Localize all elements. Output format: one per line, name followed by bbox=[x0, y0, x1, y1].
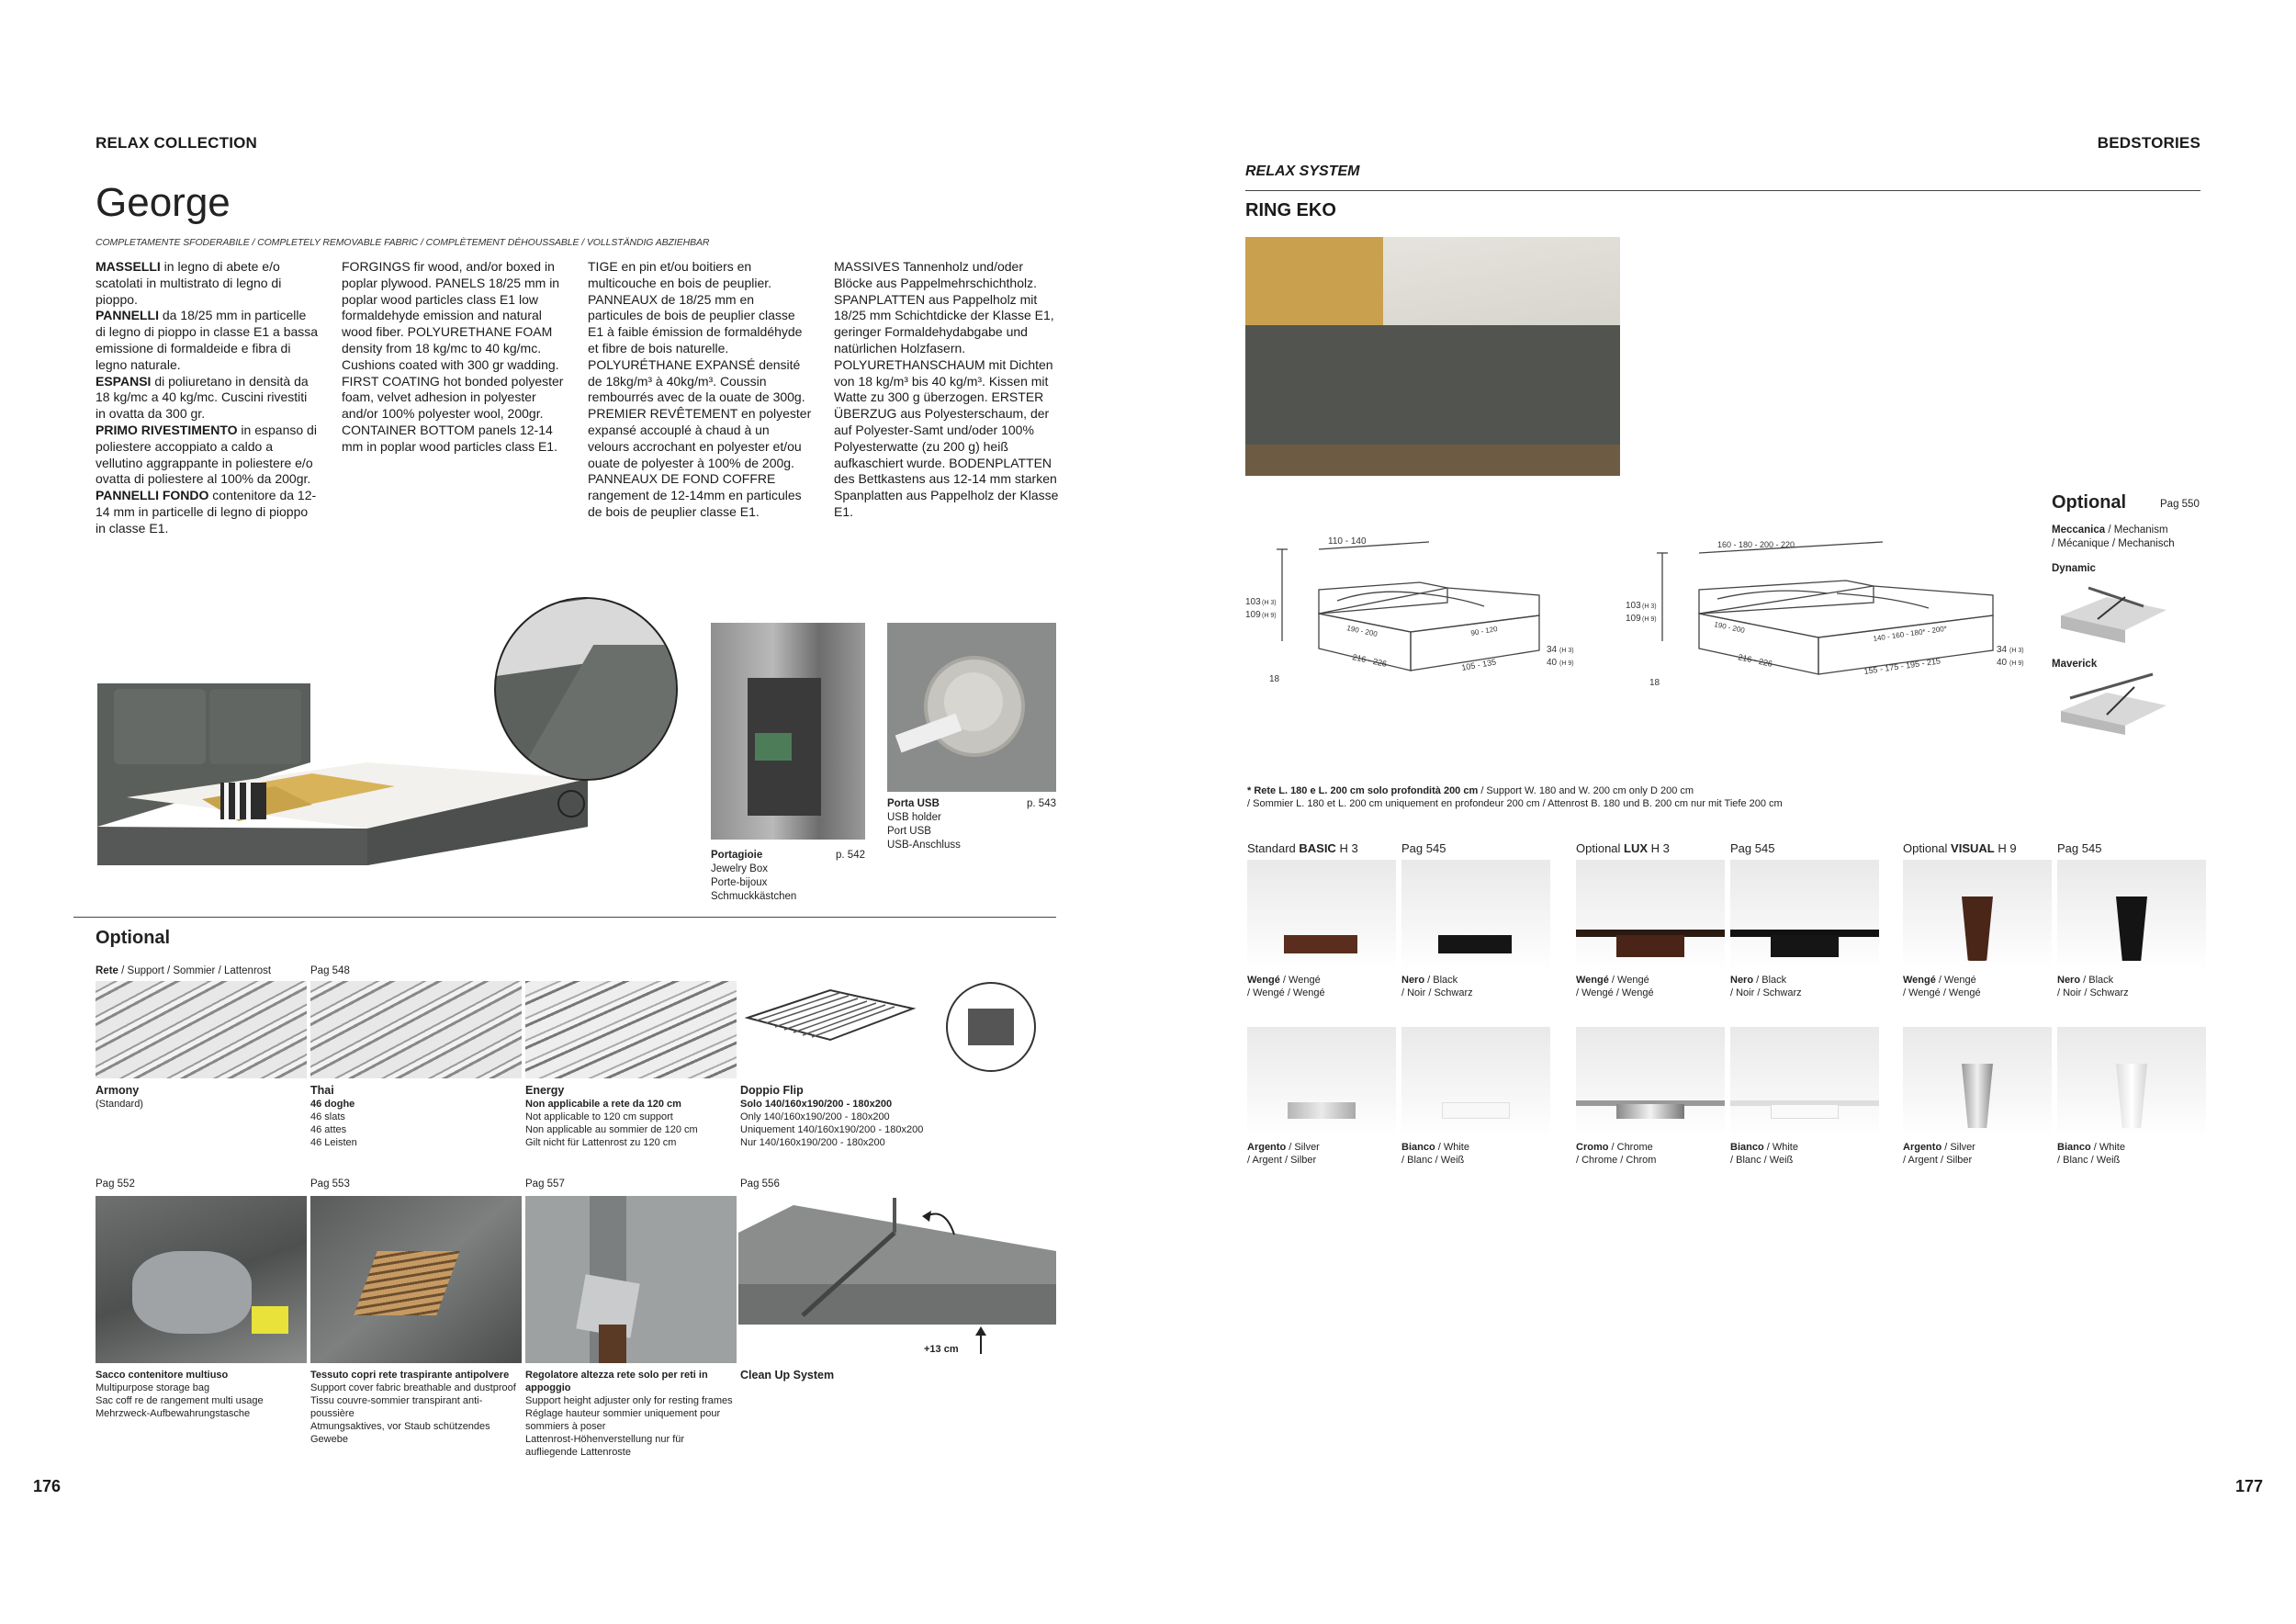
left-header: RELAX COLLECTION bbox=[96, 134, 258, 152]
extra-caption-1: Sacco contenitore multiuso Multipurpose storage bag Sac coff re de rangement multi usage Mehrzweck-Aufbewahrungstasche bbox=[96, 1370, 264, 1419]
it-text-3: in espanso di poliestere accoppiato a caldo a vellutino aggrappante in poliestere e/o ovatta di poliestere al 100% da 200gr. bbox=[96, 422, 317, 487]
height-adjuster-image bbox=[525, 1196, 737, 1363]
extra-caption-2: Tessuto copri rete traspirante antipolvere Support cover fabric breathable and dustproof Tissu couvre-sommier transpirant anti-poussière Atmungsaktives, vor Staub schützendes Gewebe bbox=[310, 1370, 516, 1445]
optional-heading-right: Optional bbox=[2052, 492, 2127, 513]
detail-marker-circle bbox=[557, 790, 585, 818]
it-lead-2: ESPANSI bbox=[96, 373, 152, 389]
foot-caption-11: Argento / Silver / Argent / Silber bbox=[1903, 1142, 1975, 1166]
rete-energy-caption: Energy Non applicabile a rete da 120 cm Not applicable to 120 cm support Non applicable au sommier de 120 cm Gilt nicht für Lattenrost zu 120 cm bbox=[525, 1084, 698, 1148]
usb-holder-image bbox=[887, 623, 1056, 792]
d2-f2: 40 bbox=[1997, 658, 2008, 668]
rete-doppio-flip-caption: Doppio Flip Solo 140/160x190/200 - 180x200 Only 140/160x190/200 - 180x200 Uniquement 140/160x190/200 - 180x200 Nur 140/160x190/200 - 180x200 bbox=[740, 1084, 924, 1148]
foot-caption-2: Nero / Black / Noir / Schwarz bbox=[1401, 975, 1473, 998]
foot-caption-4: Nero / Black / Noir / Schwarz bbox=[1730, 975, 1802, 998]
mechanism-dynamic-label: Dynamic bbox=[2052, 563, 2096, 574]
energy-slats-image bbox=[525, 981, 737, 1078]
thai-slats-image bbox=[310, 981, 522, 1078]
foot-basic-white bbox=[1401, 1027, 1550, 1137]
foot-caption-9: Cromo / Chrome / Chrome / Chrom bbox=[1576, 1142, 1657, 1166]
extra-page-1: Pag 552 bbox=[96, 1179, 135, 1190]
dynamic-mechanism-image bbox=[2052, 579, 2171, 645]
section-title: RELAX SYSTEM bbox=[1245, 164, 1360, 179]
text-english: FORGINGS fir wood, and/or boxed in poplar plywood. PANELS 18/25 mm in poplar wood particles class E1 low formaldehyde emission and natural wood fiber. POLYURETHANE FOAM density from 18 kg/mc to 40 kg/mc. Cushions coated with 300 gr wadding. FIRST COATING hot bonded polyester foam, velvet adhesion in polyester and/or 100% polyester wool, 200gr. CONTAINER BOTTOM panels 12-14 mm in poplar wood particles class E1. bbox=[342, 259, 564, 454]
optional-divider bbox=[73, 917, 1056, 918]
text-french: TIGE en pin et/ou boitiers en multicouche en bois de peuplier. PANNEAUX de 18/25 mm en particules de bois de peuplier classe E1 à faible émission de formaldéhyde et fibre de bois naturelle. POLYURÉTHANE EXPANSÉ densité de 18kg/m³ à 40kg/m³. Coussin rembourrés avec de la ouate de 300g. PREMIER REVÊTEMENT en polyester expansé accouplé à chaud à un velours accrochant en polyester et/ou ouate de polyester à 100% de 200g. PANNEAUX DE FOND COFFRE rangement de 12-14mm en particules de bois de peuplier classe E1. bbox=[588, 259, 812, 519]
it-lead-1: PANNELLI bbox=[96, 308, 159, 323]
extra-page-4: Pag 556 bbox=[740, 1179, 780, 1190]
cover-fabric-image bbox=[310, 1196, 522, 1363]
d2-depth: 216 - 226 bbox=[1737, 652, 1773, 669]
it-text-4: contenitore da 12-14 mm in particelle di legno di pioppo in classe E1. bbox=[96, 488, 317, 536]
foot-basic-wenge bbox=[1247, 860, 1396, 970]
extra-page-2: Pag 553 bbox=[310, 1179, 350, 1190]
foot-caption-12: Bianco / White / Blanc / Weiß bbox=[2057, 1142, 2125, 1166]
page-number-right: 177 bbox=[2234, 1477, 2263, 1495]
rete-armony-caption: Armony (Standard) bbox=[96, 1084, 143, 1110]
foot-lux-black bbox=[1730, 860, 1879, 970]
optional-heading-left: Optional bbox=[96, 928, 171, 948]
foot-caption-6: Nero / Black / Noir / Schwarz bbox=[2057, 975, 2129, 998]
corner-detail-circle bbox=[494, 597, 678, 781]
it-lead-4: PANNELLI FONDO bbox=[96, 488, 209, 503]
d2-width2: 140 - 160 - 180* - 200* bbox=[1873, 624, 1948, 643]
double-bed-diagram bbox=[1626, 531, 2030, 696]
d2-f2s: (H 9) bbox=[2009, 660, 2024, 667]
extra-caption-4: Clean Up System bbox=[740, 1369, 835, 1382]
it-text-2: di poliuretano in densità da 18 kg/mc a 40 kg/mc. Cuscini rivestiti in ovatta da 300 gr. bbox=[96, 373, 309, 422]
rete-thai-caption: Thai 46 doghe 46 slats 46 attes 46 Leisten bbox=[310, 1084, 357, 1148]
feet-group-visual: Optional VISUAL H 9 bbox=[1903, 841, 2017, 855]
single-bed-diagram bbox=[1245, 531, 1613, 696]
d2-h2s: (H 9) bbox=[1642, 616, 1657, 623]
d2-h1: 103 bbox=[1626, 601, 1641, 611]
foot-basic-black bbox=[1401, 860, 1550, 970]
clean-up-system-image bbox=[738, 1196, 1056, 1363]
d1-f1: 34 bbox=[1547, 645, 1558, 655]
foot-visual-silver bbox=[1903, 1027, 2052, 1137]
foot-caption-5: Wengé / Wengé / Wengé / Wengé bbox=[1903, 975, 1981, 998]
foot-caption-3: Wengé / Wengé / Wengé / Wengé bbox=[1576, 975, 1654, 998]
d1-h1: 103 bbox=[1245, 597, 1261, 607]
ring-eko-image bbox=[1245, 237, 1620, 476]
feet-group-lux-page: Pag 545 bbox=[1730, 841, 1775, 855]
foot-visual-wenge bbox=[1903, 860, 2052, 970]
rete-label: Rete / Support / Sommier / Lattenrost bbox=[96, 965, 272, 976]
clean-up-note: +13 cm bbox=[924, 1344, 959, 1355]
page-number-left: 176 bbox=[33, 1477, 62, 1495]
d1-width2: 90 - 120 bbox=[1469, 625, 1499, 637]
d2-h1s: (H 3) bbox=[1642, 603, 1657, 610]
it-text-0: in legno di abete e/o scatolati in multistrato di legno di pioppo. bbox=[96, 259, 282, 307]
d1-h2: 109 bbox=[1245, 610, 1261, 620]
d1-h1s: (H 3) bbox=[1262, 600, 1277, 606]
jewelry-box-caption: Portagioie p. 542 Jewelry Box Porte-bijoux Schmuckkästchen bbox=[711, 850, 865, 902]
it-lead-0: MASSELLI bbox=[96, 259, 161, 274]
jewelry-box-image bbox=[711, 623, 865, 840]
feet-group-visual-page: Pag 545 bbox=[2057, 841, 2102, 855]
product-subtitle: COMPLETAMENTE SFODERABILE / COMPLETELY REMOVABLE FABRIC / COMPLÈTEMENT DÉHOUSSABLE / VOLLSTÄNDIG ABZIEHBAR bbox=[96, 237, 710, 248]
foot-basic-silver bbox=[1247, 1027, 1396, 1137]
foot-visual-white bbox=[2057, 1027, 2206, 1137]
d1-length: 190 - 200 bbox=[1345, 624, 1379, 638]
right-header: BEDSTORIES bbox=[2097, 134, 2200, 152]
armony-slats-image bbox=[96, 981, 307, 1078]
foot-caption-8: Bianco / White / Blanc / Weiß bbox=[1401, 1142, 1469, 1166]
extra-page-3: Pag 557 bbox=[525, 1179, 565, 1190]
foot-lux-white bbox=[1730, 1027, 1879, 1137]
it-text-1: da 18/25 mm in particelle di legno di pioppo in classe E1 a bassa emissione di formaldeide e fibra di legno naturale. bbox=[96, 308, 319, 372]
d1-f1s: (H 3) bbox=[1559, 648, 1574, 654]
text-italian bbox=[96, 259, 320, 537]
d1-f2: 40 bbox=[1547, 658, 1558, 668]
d1-base: 18 bbox=[1269, 674, 1280, 684]
section-divider bbox=[1245, 190, 2200, 191]
optional-page-right: Pag 550 bbox=[2160, 499, 2200, 510]
foot-lux-chrome bbox=[1576, 1027, 1725, 1137]
foot-lux-wenge bbox=[1576, 860, 1725, 970]
foot-caption-10: Bianco / White / Blanc / Weiß bbox=[1730, 1142, 1798, 1166]
size-note: * Rete L. 180 e L. 200 cm solo profondità 200 cm / Support W. 180 and W. 200 cm only D 200 cm / Sommier L. 180 et L. 200 cm uniquement en profondeur 200 cm / Attenrost B. 180 und B. 200 cm nur mit Tiefe 200 cm bbox=[1247, 785, 1783, 809]
d2-width3: 155 - 175 - 195 - 215 bbox=[1863, 656, 1941, 676]
extra-caption-3: Regolatore altezza rete solo per reti in appoggio Support height adjuster only for resting frames Réglage hauteur sommier uniquement pour sommiers à poser Lattenrost-Höhenverstellung nur für aufliegende Lattenroste bbox=[525, 1370, 733, 1458]
d1-depth: 216 - 226 bbox=[1351, 652, 1388, 669]
usb-holder-caption: Porta USB p. 543 USB holder Port USB USB-Anschluss bbox=[887, 798, 1056, 851]
mechanism-maverick-label: Maverick bbox=[2052, 659, 2098, 670]
d1-width3: 105 - 135 bbox=[1460, 657, 1497, 672]
maverick-mechanism-image bbox=[2052, 671, 2171, 737]
d2-f1s: (H 3) bbox=[2009, 648, 2024, 654]
doppio-flip-image bbox=[738, 981, 1056, 1078]
d2-h2: 109 bbox=[1626, 614, 1641, 624]
d2-f1: 34 bbox=[1997, 645, 2008, 655]
foot-caption-1: Wengé / Wengé / Wengé / Wengé bbox=[1247, 975, 1325, 998]
feet-group-basic: Standard BASIC H 3 bbox=[1247, 841, 1358, 855]
mechanism-label: Meccanica / Mechanism / Mécanique / Mechanisch bbox=[2052, 524, 2175, 549]
d1-h2s: (H 9) bbox=[1262, 613, 1277, 619]
it-lead-3: PRIMO RIVESTIMENTO bbox=[96, 422, 238, 437]
storage-bag-image bbox=[96, 1196, 307, 1363]
feet-group-lux: Optional LUX H 3 bbox=[1576, 841, 1670, 855]
d2-length: 190 - 200 bbox=[1713, 620, 1746, 635]
foot-caption-7: Argento / Silver / Argent / Silber bbox=[1247, 1142, 1320, 1166]
text-german: MASSIVES Tannenholz und/oder Blöcke aus Pappelmehrschichtholz. SPANPLATTEN aus Pappelholz mit 18/25 mm Schichtdicke der Klasse E1, geringer Formaldehydabgabe und natürlichen Holzfasern. POLYURETHANSCHAUM mit Dichten von 18 kg/m³ bis 40 kg/m³. Kissen mit Watte zu 300 g überzogen. ERSTER ÜBERZUG aus Polyesterschaum, der auf Polyester-Samt und/oder 100% Polyesterwatte (zu 200 g) heiß aufkaschiert wurde. BODENPLATTEN des Bettkastens aus 12-14 mm starken Spanplatten aus Pappelholz der Klasse E1. bbox=[834, 259, 1059, 519]
d2-base: 18 bbox=[1649, 678, 1660, 688]
foot-visual-black bbox=[2057, 860, 2206, 970]
d1-f2s: (H 9) bbox=[1559, 660, 1574, 667]
d1-width: 110 - 140 bbox=[1328, 536, 1367, 547]
model-title: RING EKO bbox=[1245, 200, 1336, 220]
product-title: George bbox=[96, 180, 231, 225]
rete-page: Pag 548 bbox=[310, 965, 350, 976]
feet-group-basic-page: Pag 545 bbox=[1401, 841, 1446, 855]
d2-width: 160 - 180 - 200 - 220 bbox=[1717, 540, 1795, 549]
